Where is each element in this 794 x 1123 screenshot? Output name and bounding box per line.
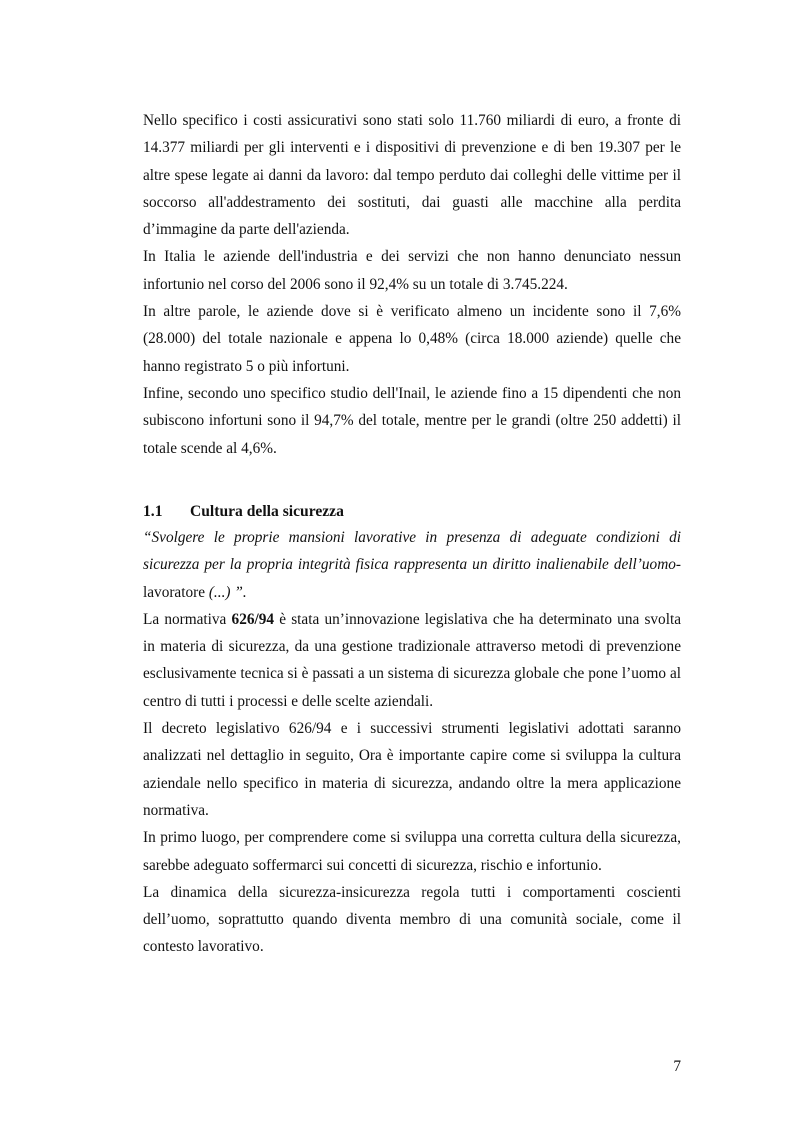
body-text-top	[143, 107, 681, 462]
section-number: 1.1	[143, 503, 163, 520]
body-text-bottom	[143, 524, 681, 961]
paragraph-dinamica: La dinamica della sicurezza-insicurezza regola tutti i comportamenti coscienti dell’uomo, soprattutto quando diventa membro di una comunità sociale, come il contesto lavorativo.	[143, 883, 681, 956]
normativa-law-number: 626/94	[231, 610, 275, 628]
paragraph-italia: In Italia le aziende dell'industria e dei servizi che non hanno denunciato nessun infortunio nel corso del 2006 sono il 92,4% su un totale di 3.745.224.	[143, 248, 681, 293]
quote-paragraph	[143, 524, 681, 606]
quote-part-3: -lavoratore	[143, 556, 681, 601]
quote-part-1: “Svolgere le proprie mansioni lavorative in presenza di adeguate condizioni di sicurezza per la propria integrità fisica rappresenta un diritto inalienabile	[143, 529, 681, 574]
quote-part-2: dell’uomo	[613, 556, 676, 574]
paragraph-normativa	[143, 606, 681, 715]
paragraph-altre-parole: In altre parole, le aziende dove si è verificato almeno un incidente sono il 7,6% (28.000) del totale nazionale e appena lo 0,48% (circa 18.000 aziende) quelle che hanno registrato 5 o più infortuni.	[143, 303, 681, 375]
normativa-before: La normativa	[143, 610, 232, 628]
section-title: Cultura della sicurezza	[190, 503, 344, 520]
paragraph-costi: Nello specifico i costi assicurativi sono stati solo 11.760 miliardi di euro, a fronte di 14.377 miliardi per gli interventi e i dispositivi di prevenzione e di ben 19.307 per le altre spese legate ai danni da lavoro: dal tempo perduto dai colleghi delle vittime per il soccorso all'addestramento dei sostituti, dai guasti alle macchine alla perdita d’immagine da parte dell'azienda.	[143, 112, 681, 239]
paragraph-decreto: Il decreto legislativo 626/94 e i successivi strumenti legislativi adottati saranno analizzati nel dettaglio in seguito, Ora è importante capire come si sviluppa la cultura aziendale nello specifico in materia di sicurezza, andando oltre la mera applicazione normativa.	[143, 720, 681, 819]
page-number: 7	[673, 1058, 681, 1075]
normativa-after: è stata un’innovazione legislativa che ha determinato una svolta in materia di sicurezza, da una gestione tradizionale attraverso metodi di prevenzione esclusivamente tecnica si è passati a un sistema di sicurezza globale che pone l’uomo al centro di tutti i processi e delle scelte aziendali.	[143, 610, 681, 710]
quote-part-4: (...) ”.	[208, 583, 247, 601]
paragraph-primo-luogo: In primo luogo, per comprendere come si sviluppa una corretta cultura della sicurezza, sarebbe adeguato soffermarci sui concetti di sicurezza, rischio e infortunio.	[143, 829, 681, 874]
section-heading	[143, 498, 681, 525]
paragraph-inail: Infine, secondo uno specifico studio dell'Inail, le aziende fino a 15 dipendenti che non subiscono infortuni sono il 94,7% del totale, mentre per le grandi (oltre 250 addetti) il totale scende al 4,6%.	[143, 384, 681, 457]
